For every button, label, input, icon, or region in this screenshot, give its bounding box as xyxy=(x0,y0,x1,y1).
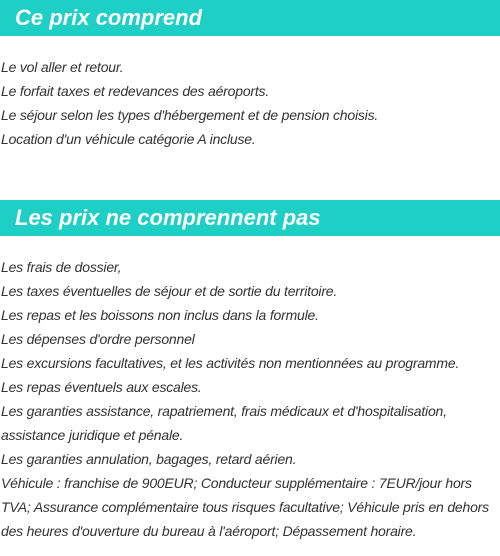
list-item: Les taxes éventuelles de séjour et de sortie du territoire. xyxy=(1,283,338,299)
list-item: Les garanties assistance, rapatriement, frais médicaux et d'hospitalisation, assistance juridique et pénale. xyxy=(1,403,447,443)
list-item: Le forfait taxes et redevances des aéroports. xyxy=(1,83,270,99)
list-item: Les garanties annulation, bagages, retard aérien. xyxy=(1,451,297,467)
list-item: Véhicule : franchise de 900EUR; Conducteur supplémentaire : 7EUR/jour hors TVA; Assurance complémentaire tous risques facultative; Véhicule pris en dehors des heures d'ouverture du bureau à l'aéroport; Dépassement horaire. xyxy=(1,475,489,539)
included-section-title: Ce prix comprend xyxy=(0,0,500,36)
list-item: Location d'un véhicule catégorie A incluse. xyxy=(1,131,256,147)
list-item: Les repas éventuels aux escales. xyxy=(1,379,202,395)
list-item: Le vol aller et retour. xyxy=(1,59,124,75)
excluded-items-list xyxy=(0,255,500,543)
list-item: Les excursions facultatives, et les activités non mentionnées au programme. xyxy=(1,355,460,371)
list-item: Les repas et les boissons non inclus dans la formule. xyxy=(1,307,319,323)
excluded-section-title: Les prix ne comprennent pas xyxy=(0,200,500,236)
list-item: Les dépenses d'ordre personnel xyxy=(1,331,195,347)
list-item: Les frais de dossier, xyxy=(1,259,122,275)
list-item: Le séjour selon les types d'hébergement et de pension choisis. xyxy=(1,107,379,123)
included-items-list xyxy=(0,55,500,151)
